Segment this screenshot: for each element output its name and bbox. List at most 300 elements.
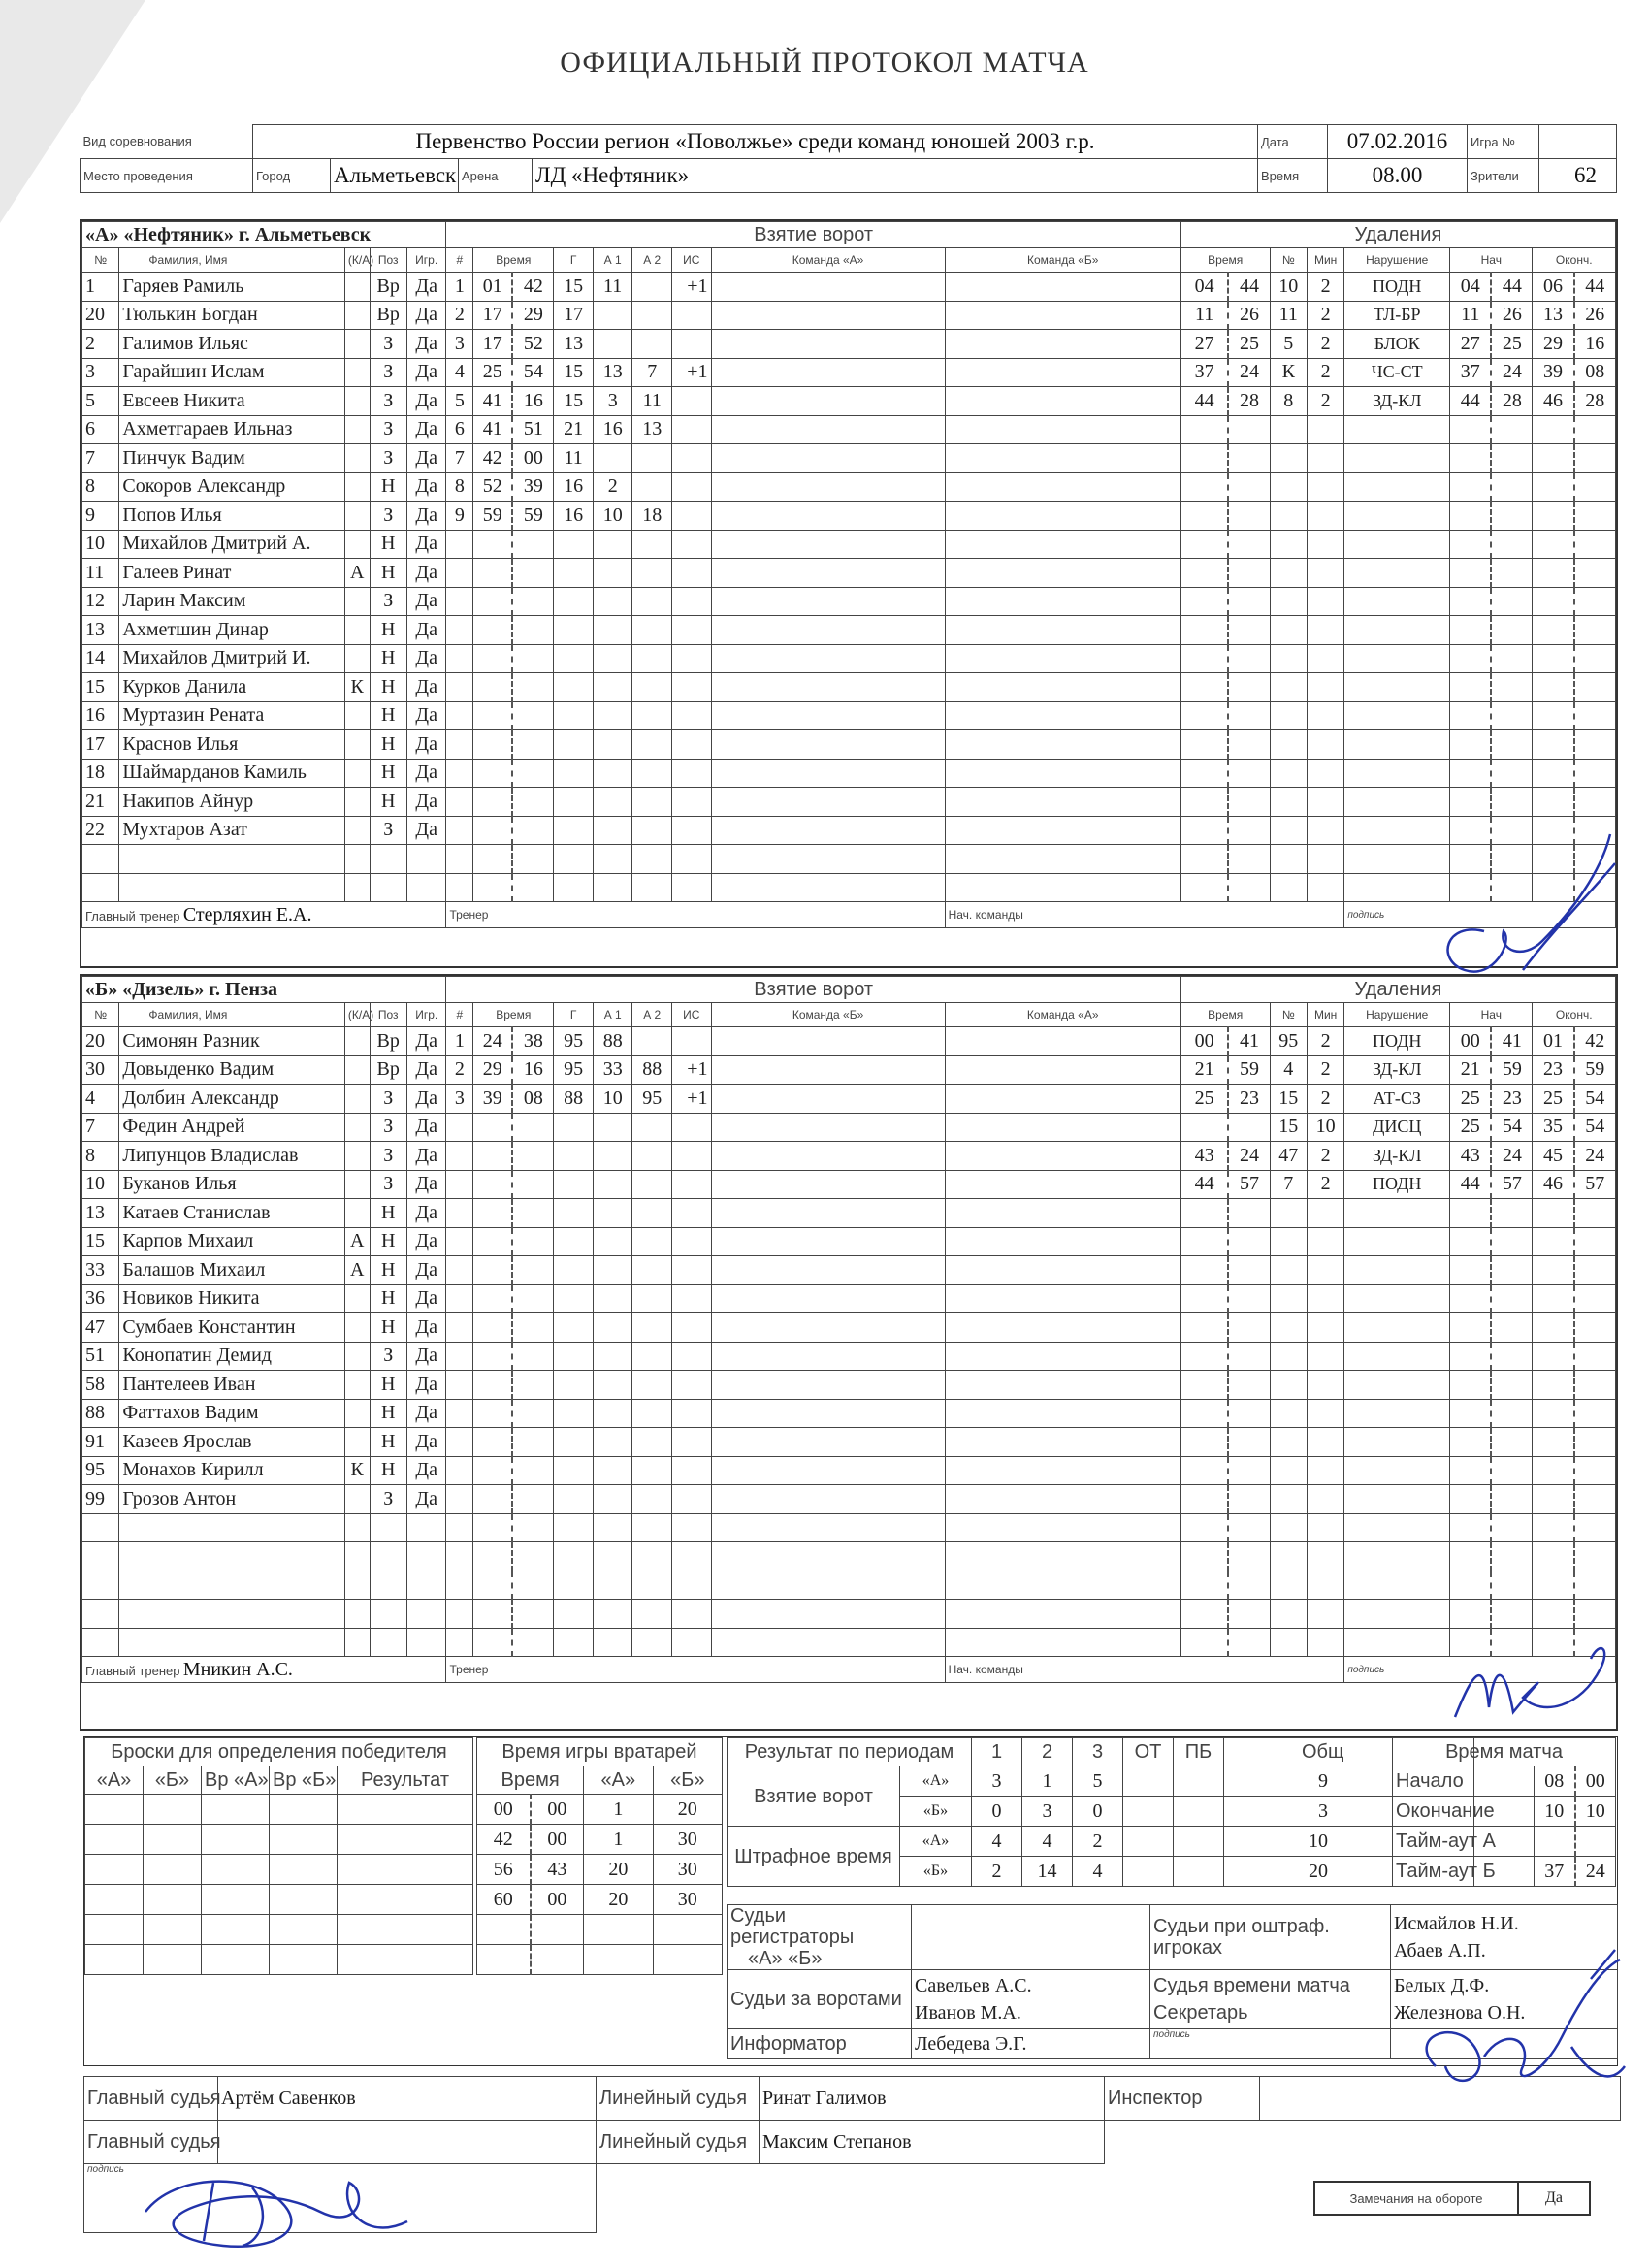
- player-name: Фаттахов Вадим: [119, 1399, 345, 1428]
- goal-grid-a: [711, 530, 945, 559]
- player-captain-mark: [344, 1428, 370, 1457]
- goal-number: [446, 1628, 473, 1657]
- penalty-player: [1270, 759, 1307, 788]
- penalty-violation: [1344, 587, 1450, 616]
- penalty-start-second: 54: [1491, 1113, 1533, 1142]
- penalty-start-second: 28: [1491, 387, 1533, 416]
- timeout-a-label: Тайм-аут А: [1393, 1827, 1535, 1857]
- penalty-start-second: [1491, 616, 1533, 645]
- player-number: 5: [82, 387, 119, 416]
- penalty-second: [1228, 559, 1270, 588]
- goal-assist-2: [632, 1142, 672, 1171]
- player-row: [82, 472, 1616, 502]
- player-played: Да: [406, 530, 446, 559]
- penalty-end-second: [1574, 1542, 1616, 1571]
- penalty-end-minute: 23: [1533, 1055, 1574, 1085]
- penalty-minute: [1180, 1456, 1228, 1485]
- goal-grid-a: [711, 788, 945, 817]
- goal-minute: [473, 1456, 513, 1485]
- penalty-player: [1270, 472, 1307, 502]
- secretary-value: Железнова О.Н.: [1394, 2002, 1526, 2024]
- penalty-minute: [1180, 788, 1228, 817]
- goal-scorer: [554, 1170, 594, 1199]
- period-col-2: 2: [1022, 1738, 1073, 1766]
- player-played: Да: [406, 1227, 446, 1256]
- player-played: Да: [406, 1170, 446, 1199]
- penalty-second: [1228, 1485, 1270, 1514]
- competition-label: Вид соревнования: [81, 125, 253, 159]
- goal-assist-1: 33: [593, 1055, 632, 1085]
- period-value: 0: [972, 1797, 1022, 1827]
- player-captain-mark: К: [344, 673, 370, 702]
- penalty-end-second: [1574, 1485, 1616, 1514]
- player-number: 10: [82, 1170, 119, 1199]
- goal-grid-b: [945, 701, 1180, 730]
- date-value: 07.02.2016: [1328, 125, 1468, 159]
- player-position: [370, 1542, 406, 1571]
- player-position: [370, 1600, 406, 1629]
- period-value: 5: [1073, 1766, 1123, 1797]
- penalty-end-second: [1574, 701, 1616, 730]
- goal-minute: [473, 1170, 513, 1199]
- match-end-m: 10: [1535, 1797, 1575, 1827]
- goal-grid-a: [711, 644, 945, 673]
- goal-second: [512, 1542, 554, 1571]
- timeout-a-s: [1575, 1827, 1616, 1857]
- player-row: [82, 788, 1616, 817]
- penalty-end-second: [1574, 1199, 1616, 1228]
- penalty-end-minute: 13: [1533, 301, 1574, 330]
- player-position: З: [370, 330, 406, 359]
- player-name: Монахов Кирилл: [119, 1456, 345, 1485]
- goal-scorer: [554, 1399, 594, 1428]
- penalty-start-second: [1491, 1428, 1533, 1457]
- player-captain-mark: [344, 1199, 370, 1228]
- team-a-coach-label: Тренер: [446, 902, 945, 928]
- goal-strength: [672, 1113, 712, 1142]
- player-captain-mark: [344, 1399, 370, 1428]
- goal-scorer: [554, 1513, 594, 1542]
- goal-grid-b: [945, 1428, 1180, 1457]
- penalty-minute: 44: [1180, 387, 1228, 416]
- remarks-value: Да: [1518, 2182, 1590, 2215]
- goal-second: [512, 730, 554, 760]
- goal-scorer: [554, 816, 594, 845]
- goal-scorer: [554, 1600, 594, 1629]
- period-value: 10: [1224, 1827, 1474, 1857]
- goals-label: Взятие ворот: [728, 1766, 900, 1827]
- registrar-b-label: «Б»: [788, 1948, 823, 1969]
- player-row: [82, 1085, 1616, 1114]
- player-name: Муртазин Рената: [119, 701, 345, 730]
- col-time: Время: [473, 248, 554, 273]
- goal-assist-2: [632, 1199, 672, 1228]
- player-row: [82, 1313, 1616, 1343]
- player-row: [82, 1542, 1616, 1571]
- goal-number: 2: [446, 1055, 473, 1085]
- penalty-start-minute: [1450, 1600, 1492, 1629]
- penalty-end-minute: [1533, 415, 1574, 444]
- penalty-end-minute: [1533, 1600, 1574, 1629]
- penalty-start-minute: [1450, 444, 1492, 473]
- goal-minute: 59: [473, 502, 513, 531]
- player-name: Казеев Ярослав: [119, 1428, 345, 1457]
- player-name: Грозов Антон: [119, 1485, 345, 1514]
- time-label: Время: [1258, 159, 1328, 193]
- goal-number: [446, 530, 473, 559]
- goal-strength: [672, 1542, 712, 1571]
- goal-strength: [672, 1256, 712, 1285]
- penalty-minute: [1180, 673, 1228, 702]
- penalty-minutes: 2: [1307, 387, 1343, 416]
- player-number: 20: [82, 301, 119, 330]
- player-captain-mark: [344, 1113, 370, 1142]
- registrars-label-cell: [728, 1905, 912, 1970]
- player-row: [82, 1170, 1616, 1199]
- goal-assist-1: [593, 1199, 632, 1228]
- penalty-end-second: 24: [1574, 1142, 1616, 1171]
- goal-assist-1: 16: [593, 415, 632, 444]
- goal-grid-b: [945, 1027, 1180, 1056]
- period-value: 9: [1224, 1766, 1474, 1797]
- goal-grid-a: [711, 1399, 945, 1428]
- player-played: Да: [406, 701, 446, 730]
- goal-grid-a: [711, 673, 945, 702]
- penalty-minute: [1180, 415, 1228, 444]
- player-played: Да: [406, 788, 446, 817]
- player-position: З: [370, 1170, 406, 1199]
- goal-grid-b: [945, 1571, 1180, 1600]
- goal-grid-b: [945, 873, 1180, 902]
- match-end-label: Окончание: [1393, 1797, 1535, 1827]
- player-number: [82, 845, 119, 874]
- goal-grid-a: [711, 730, 945, 760]
- penalty-minutes: [1307, 1456, 1343, 1485]
- goal-assist-1: [593, 301, 632, 330]
- player-played: Да: [406, 387, 446, 416]
- goal-second: 52: [512, 330, 554, 359]
- penalty-end-minute: [1533, 1571, 1574, 1600]
- goal-number: [446, 759, 473, 788]
- penalty-violation: ПОДН: [1344, 1027, 1450, 1056]
- penalty-end-second: [1574, 616, 1616, 645]
- goal-assist-1: [593, 1399, 632, 1428]
- goal-second: [512, 1571, 554, 1600]
- penalty-player: [1270, 873, 1307, 902]
- penalty-minutes: [1307, 1485, 1343, 1514]
- penalty-minutes: 2: [1307, 301, 1343, 330]
- penalty-second: 26: [1228, 301, 1270, 330]
- goal-assist-1: [593, 673, 632, 702]
- linesman-label-2: Линейный судья: [597, 2121, 760, 2164]
- goalie-team-a: 20: [584, 1855, 653, 1885]
- goal-strength: [672, 1428, 712, 1457]
- penalty-minute: 25: [1180, 1085, 1228, 1114]
- player-played: Да: [406, 301, 446, 330]
- penalty-start-minute: [1450, 1227, 1492, 1256]
- goal-scorer: [554, 616, 594, 645]
- penalty-violation: [1344, 1456, 1450, 1485]
- goalie-col-b: «Б»: [653, 1766, 722, 1795]
- player-name: Накипов Айнур: [119, 788, 345, 817]
- penalty-end-minute: [1533, 788, 1574, 817]
- goal-second: [512, 1113, 554, 1142]
- goal-minute: [473, 1113, 513, 1142]
- goalie-team-a: 1: [584, 1795, 653, 1825]
- goal-scorer: 95: [554, 1027, 594, 1056]
- player-played: Да: [406, 1085, 446, 1114]
- player-name: Пинчук Вадим: [119, 444, 345, 473]
- goal-number: [446, 1371, 473, 1400]
- penalty-minutes: 2: [1307, 330, 1343, 359]
- player-row: [82, 559, 1616, 588]
- period-row: [728, 1827, 1474, 1857]
- player-position: З: [370, 444, 406, 473]
- period-team: «Б»: [900, 1797, 972, 1827]
- shootout-table: [84, 1737, 473, 1975]
- col-pen-end: Оконч.: [1533, 1003, 1616, 1027]
- penalty-minute: 27: [1180, 330, 1228, 359]
- goal-grid-a: [711, 1313, 945, 1343]
- goal-number: 1: [446, 1027, 473, 1056]
- player-row: [82, 1199, 1616, 1228]
- player-row: [82, 759, 1616, 788]
- goal-strength: [671, 788, 711, 817]
- player-played: Да: [406, 1456, 446, 1485]
- penalty-violation: [1344, 444, 1450, 473]
- player-row: [82, 530, 1616, 559]
- player-name: Сокоров Александр: [119, 472, 345, 502]
- player-name: [119, 845, 345, 874]
- goalie-team-a: 20: [584, 1885, 653, 1915]
- player-number: 13: [82, 1199, 119, 1228]
- penalty-player: [1270, 1313, 1307, 1343]
- player-row: [82, 1485, 1616, 1514]
- period-value: 1: [1022, 1766, 1073, 1797]
- goal-assist-2: [632, 301, 672, 330]
- goal-second: 59: [512, 502, 554, 531]
- penalty-minute: [1180, 1199, 1228, 1228]
- penalty-player: [1270, 1227, 1307, 1256]
- team-b-block: [80, 974, 1618, 1731]
- goal-assist-1: [593, 616, 632, 645]
- game-label: Игра №: [1468, 125, 1539, 159]
- penalty-violation: [1344, 1399, 1450, 1428]
- penalty-minutes: [1307, 1399, 1343, 1428]
- player-name: [119, 873, 345, 902]
- goal-number: [446, 1199, 473, 1228]
- goal-second: [512, 873, 554, 902]
- penalty-minute: [1180, 1542, 1228, 1571]
- penalty-end-minute: [1533, 1342, 1574, 1371]
- penalty-start-minute: 37: [1450, 358, 1492, 387]
- penalty-start-second: [1491, 788, 1533, 817]
- goal-scorer: 11: [554, 444, 594, 473]
- penalty-player: [1270, 1571, 1307, 1600]
- goal-grid-a: [711, 1199, 945, 1228]
- team-a-signature-label: подпись: [1344, 902, 1616, 928]
- player-number: 7: [82, 1113, 119, 1142]
- penalty-player: [1270, 530, 1307, 559]
- penalty-violation: [1344, 1513, 1450, 1542]
- player-name: Балашов Михаил: [119, 1256, 345, 1285]
- player-played: Да: [406, 1199, 446, 1228]
- goalie-team-b: 20: [653, 1795, 722, 1825]
- player-position: З: [370, 502, 406, 531]
- penalty-minute: 04: [1180, 273, 1228, 302]
- penalty-end-minute: 35: [1533, 1113, 1574, 1142]
- penalty-judge-2: Абаев А.П.: [1394, 1940, 1486, 1961]
- goal-assist-2: [632, 1485, 672, 1514]
- penalty-second: 23: [1228, 1085, 1270, 1114]
- goal-minute: [473, 1542, 513, 1571]
- penalty-start-second: 26: [1491, 301, 1533, 330]
- goal-minute: [473, 1227, 513, 1256]
- player-position: [370, 1628, 406, 1657]
- penalty-end-minute: [1533, 1428, 1574, 1457]
- penalty-minute: [1180, 587, 1228, 616]
- goal-grid-a: [711, 1571, 945, 1600]
- player-number: 8: [82, 472, 119, 502]
- remarks-table: [1313, 2181, 1591, 2216]
- penalty-end-minute: 06: [1533, 273, 1574, 302]
- referee-label-1: Главный судья: [84, 2077, 218, 2121]
- goal-number: [446, 873, 473, 902]
- player-position: Н: [370, 673, 406, 702]
- goal-scorer: 13: [554, 330, 594, 359]
- shootout-col-gk-a: Вр «А»: [202, 1766, 270, 1795]
- goal-grid-a: [711, 273, 945, 302]
- team-a-head-coach-label: Главный тренер: [85, 908, 180, 923]
- penalty-start-minute: [1450, 730, 1492, 760]
- penalty-minutes: [1307, 444, 1343, 473]
- time-value: 08.00: [1328, 159, 1468, 193]
- penalty-end-minute: [1533, 587, 1574, 616]
- penalty-violation: ПОДН: [1344, 1170, 1450, 1199]
- col-pen-no: №: [1270, 1003, 1307, 1027]
- player-name: Ахметшин Динар: [119, 616, 345, 645]
- penalty-violation: [1344, 415, 1450, 444]
- player-row: [82, 387, 1616, 416]
- goal-number: [446, 616, 473, 645]
- penalty-end-second: [1574, 1371, 1616, 1400]
- penalty-player: [1270, 1600, 1307, 1629]
- player-row: [82, 1027, 1616, 1056]
- penalty-start-minute: 43: [1450, 1142, 1492, 1171]
- goal-scorer: [554, 701, 594, 730]
- period-value: 3: [1224, 1797, 1474, 1827]
- player-played: Да: [406, 816, 446, 845]
- goal-minute: [473, 1571, 513, 1600]
- goal-number: 2: [446, 301, 473, 330]
- goal-assist-1: 13: [593, 358, 632, 387]
- goal-assist-2: [632, 845, 672, 874]
- goal-scorer: [554, 644, 594, 673]
- penalty-player: [1270, 1542, 1307, 1571]
- player-name: Шаймарданов Камиль: [119, 759, 345, 788]
- penalty-violation: [1344, 701, 1450, 730]
- player-captain-mark: [344, 530, 370, 559]
- penalty-minutes: [1307, 788, 1343, 817]
- goal-assist-1: 11: [593, 273, 632, 302]
- player-row: [82, 1142, 1616, 1171]
- penalty-end-second: [1574, 759, 1616, 788]
- player-played: Да: [406, 1428, 446, 1457]
- player-row: [82, 1113, 1616, 1142]
- goal-number: 7: [446, 444, 473, 473]
- player-played: Да: [406, 1342, 446, 1371]
- col-pen-min: Мин: [1307, 248, 1343, 273]
- goal-assist-2: [632, 273, 672, 302]
- goal-assist-2: [632, 1600, 672, 1629]
- goal-assist-2: [632, 587, 672, 616]
- goal-second: 08: [512, 1085, 554, 1114]
- penalty-end-second: [1574, 1284, 1616, 1313]
- period-team: «А»: [900, 1827, 972, 1857]
- goal-assist-1: [593, 444, 632, 473]
- goal-strength: [671, 301, 711, 330]
- col-pen-start: Нач: [1450, 248, 1533, 273]
- player-name: [119, 1542, 345, 1571]
- date-label: Дата: [1258, 125, 1328, 159]
- city-label: Город: [253, 159, 331, 193]
- penalty-player: 11: [1270, 301, 1307, 330]
- linesman-2: Максим Степанов: [760, 2121, 1105, 2164]
- team-a-penalties-title: Удаления: [1180, 222, 1615, 248]
- col-hash: #: [446, 1003, 473, 1027]
- competition-value: Первенство России регион «Поволжье» среди команд юношей 2003 г.р.: [253, 125, 1258, 159]
- penalty-second: [1228, 472, 1270, 502]
- period-value: 14: [1022, 1857, 1073, 1887]
- goal-assist-2: [632, 1227, 672, 1256]
- penalty-minutes: [1307, 644, 1343, 673]
- penalty-end-second: [1574, 1256, 1616, 1285]
- goal-strength: +1: [671, 358, 711, 387]
- goal-second: [512, 673, 554, 702]
- penalty-minute: 11: [1180, 301, 1228, 330]
- player-name: Ахметгараев Ильназ: [119, 415, 345, 444]
- penalty-start-minute: [1450, 1428, 1492, 1457]
- player-played: Да: [406, 1485, 446, 1514]
- col-is: ИС: [672, 1003, 712, 1027]
- goal-second: [512, 1284, 554, 1313]
- player-name: Евсеев Никита: [119, 387, 345, 416]
- player-position: Н: [370, 1313, 406, 1343]
- player-played: Да: [406, 444, 446, 473]
- penalty-violation: [1344, 673, 1450, 702]
- team-a-footer: [82, 902, 1616, 928]
- penalty-start-second: [1491, 730, 1533, 760]
- penalty-minutes: [1307, 816, 1343, 845]
- penalty-start-minute: 44: [1450, 387, 1492, 416]
- penalty-minute: [1180, 1428, 1228, 1457]
- penalty-minutes: [1307, 873, 1343, 902]
- penalty-second: 57: [1228, 1170, 1270, 1199]
- penalty-start-second: [1491, 1571, 1533, 1600]
- goal-number: [446, 559, 473, 588]
- penalty-minute: [1180, 1371, 1228, 1400]
- goal-grid-b: [945, 1256, 1180, 1285]
- player-played: [406, 1600, 446, 1629]
- goal-grid-a: [711, 1085, 945, 1114]
- penalty-end-minute: [1533, 1256, 1574, 1285]
- col-is: ИС: [671, 248, 711, 273]
- goal-grid-a: [711, 1027, 945, 1056]
- col-team-a: Команда «А»: [711, 248, 945, 273]
- goal-assist-2: 88: [632, 1055, 672, 1085]
- timekeeper-value: Белых Д.Ф.: [1394, 1975, 1490, 1996]
- player-position: Н: [370, 1284, 406, 1313]
